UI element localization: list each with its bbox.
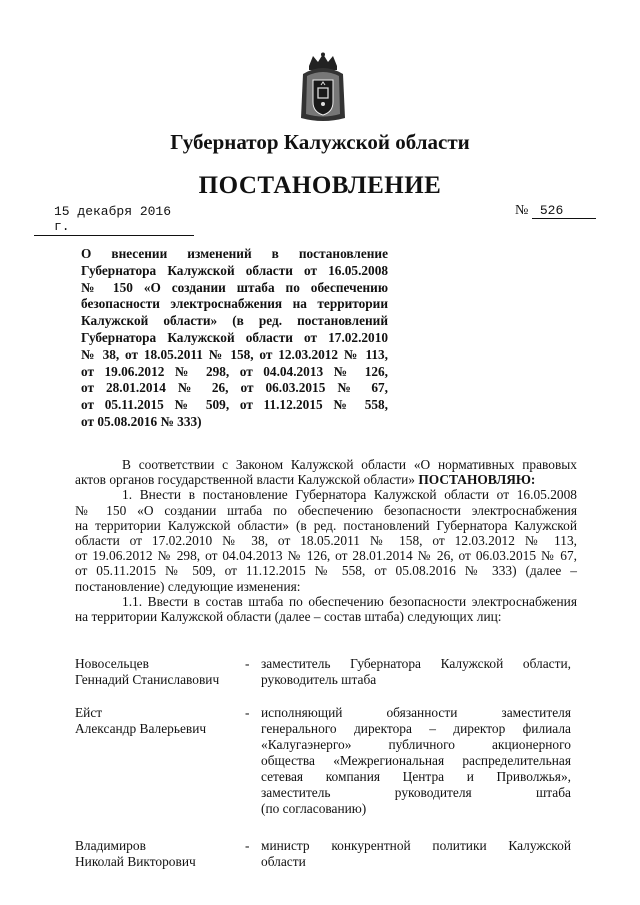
role-line: заместитель Губернатора Калужской области, [261, 656, 571, 671]
role-line: заместитель руководителя штаба [261, 785, 571, 800]
item-1-line: области от 17.02.2010 № 38, от 18.05.2011 № 158, от 12.03.2012 № 113, [75, 533, 577, 549]
decree-word: ПОСТАНОВЛЯЮ: [418, 472, 536, 488]
preamble-text: актов органов государственной власти Калужской области» [75, 472, 415, 488]
decree-body [75, 457, 577, 624]
title-line: от 05.11.2015 № 509, от 11.12.2015 № 558, [81, 397, 388, 413]
title-line: № 38, от 18.05.2011 № 158, от 12.03.2012 № 113, [81, 346, 388, 362]
item-1-1-line: 1.1. Ввести в состав штаба по обеспечению безопасности электроснабжения [122, 593, 577, 609]
role-line: (по согласованию) [261, 801, 367, 816]
item-1-line: от 19.06.2012 № 298, от 04.04.2013 № 126, от 28.01.2014 № 26, от 06.03.2015 № 67, [75, 548, 577, 564]
role-line: руководитель штаба [261, 672, 377, 687]
person-given-names: Николай Викторович [75, 854, 196, 869]
title-line: от 28.01.2014 № 26, от 06.03.2015 № 67, [81, 380, 388, 396]
issuer-title: Губернатор Калужской области [170, 130, 470, 154]
separator-dash: - [245, 656, 250, 671]
person-given-names: Александр Валерьевич [75, 721, 207, 736]
item-1-line: постановление) следующие изменения: [75, 578, 301, 594]
role-line: министр конкурентной политики Калужской [261, 838, 571, 853]
item-1-line: № 150 «О создании штаба по обеспечению безопасности электроснабжения [75, 502, 577, 518]
item-1 [75, 487, 577, 593]
separator-dash: - [245, 705, 250, 720]
item-1-line: на территории Калужской области» (в ред. постановлений Губернатора Калужской [75, 517, 577, 533]
person-surname: Владимиров [75, 838, 146, 853]
document-type: ПОСТАНОВЛЕНИЕ [198, 172, 442, 199]
decree-number [515, 203, 596, 219]
person-name [75, 705, 255, 737]
staff-member-novoseltsev [75, 656, 577, 696]
title-line: Губернатора Калужской области от 17.02.2010 [81, 329, 388, 345]
preamble-line-2 [75, 472, 577, 487]
title-line: № 150 «О создании штаба по обеспечению [81, 279, 388, 295]
title-line: Калужской области» (в ред. постановлений [81, 313, 388, 329]
role-line: исполняющий обязанности заместителя [261, 705, 571, 720]
decree-date: 15 декабря 2016 г. [34, 204, 194, 236]
person-surname: Новосельцев [75, 656, 149, 671]
decree-title [81, 246, 388, 431]
role-line: «Калугаэнерго» публичного акционерного [261, 737, 571, 752]
number-label: № [515, 203, 529, 218]
preamble [75, 457, 577, 487]
person-name [75, 838, 255, 870]
coat-of-arms-emblem [297, 52, 349, 124]
title-line: от 19.06.2012 № 298, от 04.04.2013 № 126, [81, 363, 388, 379]
role-line: генерального директора – директор филиала [261, 721, 571, 736]
person-role [261, 656, 571, 688]
number-value: 526 [532, 203, 596, 219]
staff-member-eist [75, 705, 577, 825]
person-name [75, 656, 255, 688]
role-line: общества «Межрегиональная распределительная [261, 753, 571, 768]
person-role [261, 838, 571, 870]
item-1-1-line: на территории Калужской области (далее – состав штаба) следующих лиц: [75, 609, 502, 625]
person-given-names: Геннадий Станиславович [75, 672, 220, 687]
item-1-line: 1. Внести в постановление Губернатора Калужской области от 16.05.2008 [122, 487, 577, 503]
title-line: О внесении изменений в постановление [81, 246, 388, 261]
role-line: сетевая компания Центра и Приволжья», [261, 769, 571, 784]
item-1-1 [75, 594, 577, 624]
person-role [261, 705, 571, 817]
item-1-line: от 05.11.2015 № 509, от 11.12.2015 № 558, от 05.08.2016 № 333) (далее – [75, 563, 577, 579]
staff-member-vladimirov [75, 838, 577, 878]
title-line: Губернатора Калужской области от 16.05.2008 [81, 262, 388, 278]
title-line: от 05.08.2016 № 333) [81, 413, 202, 429]
person-surname: Ейст [75, 705, 103, 720]
preamble-line: В соответствии с Законом Калужской области «О нормативных правовых [122, 457, 577, 472]
role-line: области [261, 854, 306, 869]
separator-dash: - [245, 838, 250, 853]
title-line: безопасности электроснабжения на территории [81, 296, 388, 312]
